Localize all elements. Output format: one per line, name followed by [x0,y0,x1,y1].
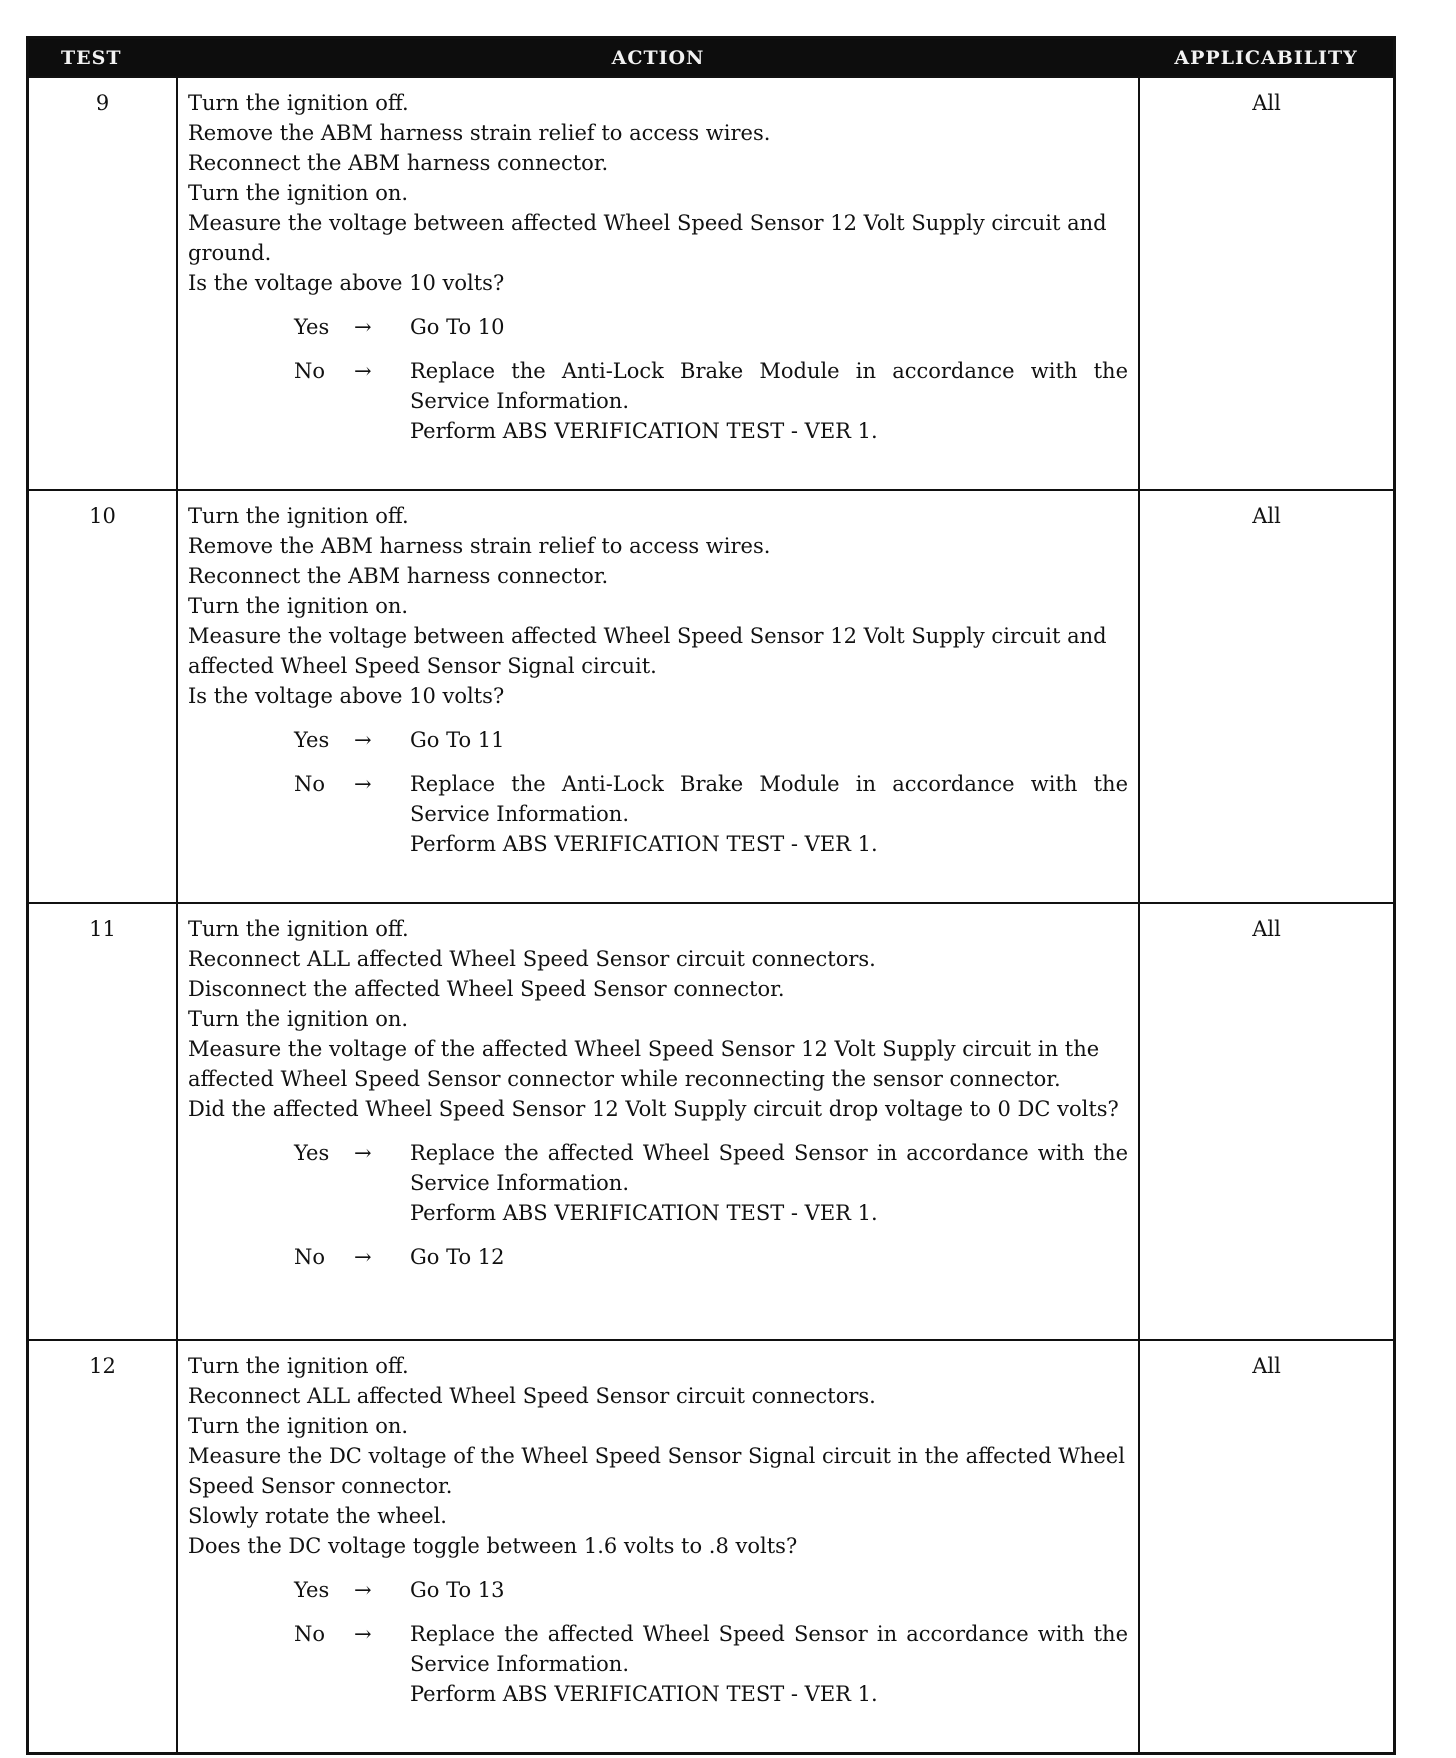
action-step: Turn the ignition on. [188,1414,409,1438]
outcome-line: Perform ABS VERIFICATION TEST - VER 1. [410,832,878,856]
arrow-right-icon: → [354,1245,372,1269]
outcome-line: Go To 11 [410,728,505,752]
arrow-right-icon: → [354,728,372,752]
yes-branch [188,312,1128,342]
action-step: Disconnect the affected Wheel Speed Sensor connector. [188,977,785,1001]
action-step: Is the voltage above 10 volts? [188,271,505,295]
applicability-cell: All [1139,490,1393,903]
no-label: No [294,1622,326,1646]
yes-label: Yes [294,1141,330,1165]
header-action: ACTION [177,39,1139,77]
outcome-line: Go To 12 [410,1245,505,1269]
outcome-line: Replace the affected Wheel Speed Sensor in accordance with the Service Information. [410,1141,1128,1195]
arrow-right-icon: → [354,772,372,796]
action-step: Measure the DC voltage of the Wheel Speed Sensor Signal circuit in the affected Wheel Speed Sensor connector. [188,1444,1125,1498]
table-row [29,77,1393,490]
outcome-line: Go To 10 [410,315,505,339]
action-step: Is the voltage above 10 volts? [188,684,505,708]
yes-label: Yes [294,315,330,339]
arrow-right-icon: → [354,1141,372,1165]
action-step: Reconnect the ABM harness connector. [188,564,609,588]
yes-branch [188,1575,1128,1605]
no-branch [188,769,1128,859]
outcome-line: Replace the Anti-Lock Brake Module in accordance with the Service Information. [410,359,1128,413]
test-number: 11 [29,903,177,1340]
no-outcome [410,1242,1128,1272]
yes-outcome [410,312,1128,342]
no-outcome [410,356,1128,446]
outcome-line: Perform ABS VERIFICATION TEST - VER 1. [410,419,878,443]
yes-outcome [410,725,1128,755]
no-branch [188,1242,1128,1272]
no-branch [188,1619,1128,1709]
table-row [29,1340,1393,1752]
action-step: Turn the ignition off. [188,91,409,115]
outcome-line: Perform ABS VERIFICATION TEST - VER 1. [410,1201,878,1225]
no-outcome [410,1619,1128,1709]
action-steps [188,914,1128,1124]
header-test: TEST [29,39,177,77]
arrow-right-icon: → [354,359,372,383]
action-step: Measure the voltage between affected Wheel Speed Sensor 12 Volt Supply circuit and affected Wheel Speed Sensor Signal circuit. [188,624,1107,678]
action-step: Turn the ignition on. [188,594,409,618]
table-row [29,903,1393,1340]
yes-branch [188,725,1128,755]
action-step: Turn the ignition off. [188,917,409,941]
test-number: 10 [29,490,177,903]
action-step: Reconnect ALL affected Wheel Speed Sensor circuit connectors. [188,1384,876,1408]
action-steps [188,1351,1128,1561]
test-number: 9 [29,77,177,490]
outcome-line: Replace the affected Wheel Speed Sensor in accordance with the Service Information. [410,1622,1128,1676]
applicability-cell: All [1139,1340,1393,1752]
action-step: Reconnect the ABM harness connector. [188,151,609,175]
arrow-right-icon: → [354,1578,372,1602]
no-label: No [294,359,326,383]
yes-branch [188,1138,1128,1228]
action-cell [177,77,1139,490]
table-row [29,490,1393,903]
yes-outcome [410,1575,1128,1605]
applicability-cell: All [1139,77,1393,490]
action-step: Turn the ignition on. [188,1007,409,1031]
test-number: 12 [29,1340,177,1752]
action-step: Remove the ABM harness strain relief to access wires. [188,121,771,145]
outcome-line: Go To 13 [410,1578,505,1602]
header-applicability: APPLICABILITY [1139,39,1393,77]
yes-outcome [410,1138,1128,1228]
action-step: Turn the ignition off. [188,1354,409,1378]
diagnostic-test-table [26,36,1396,1755]
arrow-right-icon: → [354,315,372,339]
no-label: No [294,772,326,796]
action-steps [188,501,1128,711]
outcome-line: Perform ABS VERIFICATION TEST - VER 1. [410,1682,878,1706]
applicability-cell: All [1139,903,1393,1340]
action-step: Reconnect ALL affected Wheel Speed Sensor circuit connectors. [188,947,876,971]
no-outcome [410,769,1128,859]
action-step: Turn the ignition on. [188,181,409,205]
action-cell [177,1340,1139,1752]
yes-label: Yes [294,1578,330,1602]
yes-label: Yes [294,728,330,752]
action-step: Slowly rotate the wheel. [188,1504,447,1528]
no-branch [188,356,1128,446]
test-table [29,39,1393,1752]
arrow-right-icon: → [354,1622,372,1646]
action-steps [188,88,1128,298]
header-row [29,39,1393,77]
action-cell [177,903,1139,1340]
action-cell [177,490,1139,903]
table-body [29,77,1393,1752]
no-label: No [294,1245,326,1269]
action-step: Does the DC voltage toggle between 1.6 volts to .8 volts? [188,1534,798,1558]
action-step: Measure the voltage of the affected Wheel Speed Sensor 12 Volt Supply circuit in the affected Wheel Speed Sensor connector while reconnecting the sensor connector. [188,1037,1100,1091]
action-step: Did the affected Wheel Speed Sensor 12 Volt Supply circuit drop voltage to 0 DC volts? [188,1097,1119,1121]
action-step: Turn the ignition off. [188,504,409,528]
outcome-line: Replace the Anti-Lock Brake Module in accordance with the Service Information. [410,772,1128,826]
action-step: Remove the ABM harness strain relief to access wires. [188,534,771,558]
action-step: Measure the voltage between affected Wheel Speed Sensor 12 Volt Supply circuit and ground. [188,211,1107,265]
